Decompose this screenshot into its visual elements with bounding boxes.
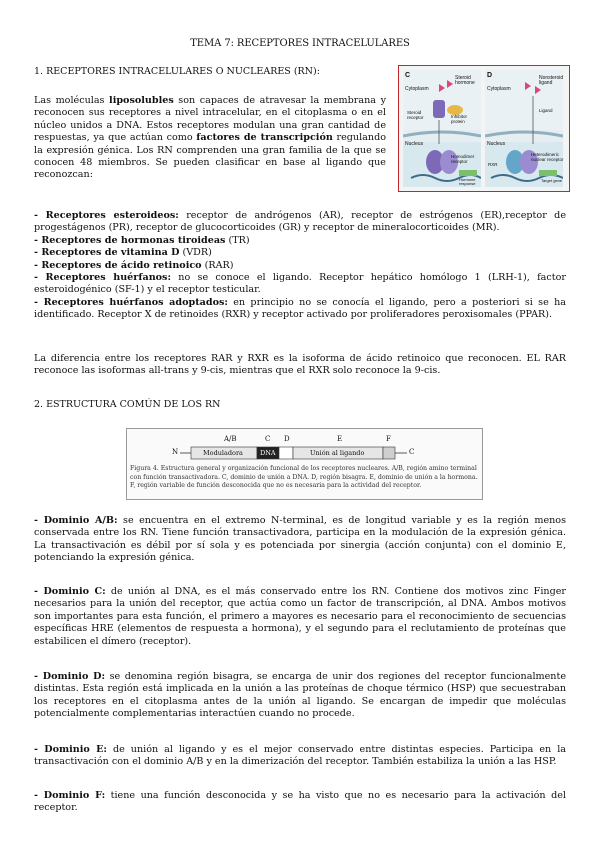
inhibitor-protein-label: Inhibitor protein (451, 114, 468, 124)
list-item: - Receptores de ácido retinoico (RAR) (34, 259, 234, 271)
rxr-label: RXR (488, 162, 498, 167)
left-ligand-label: Steroid hormone (455, 75, 475, 86)
label-c: C (265, 435, 271, 443)
list-item: - Receptores huérfanos: no se conoce el ligando. Receptor hepático homólogo 1 (LRH-1), factor esteroidogénico (SF-1) y el receptor testicular. (34, 272, 566, 296)
ligand-binding-label: Unión al ligando (310, 449, 365, 457)
steroid-receptor-label: Steroid receptor (407, 110, 424, 120)
heterodimer-label: Heterodimeric nuclear receptor (531, 152, 564, 162)
panel-d-label: D (487, 72, 493, 79)
domain-ab-paragraph: - Dominio A/B: se encuentra en el extremo N-terminal, es de longitud variable y es la región menos conservada entre los RN. Tiene función transactivadora, participa en la modulación de la expresión génica. La transactivación es débil por sí sola y es potenciada por sinergia (acción conjunta) con el dominio E, potenciando la expresión génica. (34, 515, 567, 564)
homodimer-label: Homodimer receptor (451, 154, 475, 164)
receptor-mechanism-figure (398, 65, 570, 192)
section-1-heading: 1. RECEPTORES INTRACELULARES O NUCLEARES (RN): (34, 66, 320, 77)
dna-label: DNA (260, 449, 276, 457)
hormone-response-label: Hormone response (459, 177, 476, 186)
rar-rxr-difference: La diferencia entre los receptores RAR y RXR es la isoforma de ácido retinoico que reconocen. EL RAR reconoce las isoformas all-trans y 9-cis, mientras que el RXR solo reconoce la 9-cis. (34, 353, 566, 377)
n-terminal-label: N (172, 448, 179, 456)
list-item: - Receptores de hormonas tiroideas (TR) (34, 234, 250, 246)
label-f: F (386, 435, 391, 443)
list-item: - Receptores esteroideos: receptor de andrógenos (AR), receptor de estrógenos (ER),receptor de progestágenos (PR), receptor de glucocorticoides (GR) y receptor de mineralocorticoides (MR). (34, 210, 567, 234)
nucleus-label-right: Nucleus (487, 141, 506, 147)
label-ab: A/B (224, 435, 237, 443)
list-item: - Receptores huérfanos adoptados: en principio no se conocía el ligando, pero a posteriori si se ha identificado. Receptor X de retinoides (RXR) y receptor activado por proliferadores peroxisomales (PPAR). (34, 296, 567, 321)
nucleus-label-left: Nucleus (405, 141, 424, 147)
receptor-classification-list (34, 210, 566, 322)
target-gene-label: Target gene (541, 178, 563, 183)
label-e: E (337, 435, 343, 443)
domain-structure-figure (126, 428, 483, 500)
domain-c-paragraph: - Dominio C: de unión al DNA, es el más conservado entre los RN. Contiene dos motivos zinc Finger necesarios para la unión del receptor, que actúa como un factor de transcripción, al DNA. Ambos motivos son importantes para esta función, el primero a mayores es necesario para el reconocimiento de secuencias específicas HRE (elementos de respuesta a hormona), y el segundo para el reclutamiento de proteínas que estabilicen el dímero (receptor). (34, 586, 566, 647)
domain-bar-diagram (127, 429, 482, 463)
domain-d-paragraph: - Dominio D: se denomina región bisagra, se encarga de unir dos regiones del receptor funcionalmente distintas. Esta región está implicada en la unión a las proteínas de choque térmico (HSP) que secuestraban los receptores en el citoplasma antes de la unión al ligando. Se encargan de impedir que moléculas potencialmente complementarias interactúen cuando no procede. (34, 671, 566, 720)
c-terminal-label: C (409, 448, 415, 456)
page-title: TEMA 7: RECEPTORES INTRACELULARES (190, 38, 410, 49)
domain-f-paragraph: - Dominio F: tiene una función desconocida y se ha visto que no es necesario para la activación del receptor. (34, 790, 566, 814)
section-2-heading: 2. ESTRUCTURA COMÚN DE LOS RN (34, 399, 221, 410)
list-item: - Receptores de vitamina D (VDR) (34, 247, 212, 259)
domain-e-paragraph: - Dominio E: de unión al ligando y es el mejor conservado entre distintas especies. Participa en la transactivación con el dominio A/B y en la dimerización del receptor. También estabiliza la unión a las HSP. (34, 744, 566, 768)
right-ligand-label: Nonsteroid ligand (539, 75, 564, 86)
label-d: D (284, 435, 290, 443)
cytoplasm-label-left: Cytoplasm (405, 86, 429, 92)
moduladora-label: Moduladora (203, 449, 243, 457)
figure-caption: Figura 4. Estructura general y organización funcional de los receptores nucleares. A/B, región amino terminal con función transactivadora. C, dominio de unión a DNA. D, región bisagra. E, dominio de unión a la hormona. F, región variable de función desconocida que no es necesaria para la actividad del receptor. (130, 465, 478, 490)
panel-c-label: C (405, 72, 411, 79)
ligand-label: Ligand (539, 108, 553, 113)
intro-paragraph: Las moléculas liposolubles son capaces de atravesar la membrana y reconocen sus receptores a nivel intracelular, en el citoplasma o en el núcleo unidos a DNA. Estos receptores modulan una gran cantidad de respuestas, ya que actúan como factores de transcripción regulando la expresión génica. Los RN comprenden una gran familia de la que se conocen 48 miembros. Se pueden clasificar en base al ligando que reconozcan: (34, 95, 386, 181)
cytoplasm-label-right: Cytoplasm (487, 86, 511, 92)
